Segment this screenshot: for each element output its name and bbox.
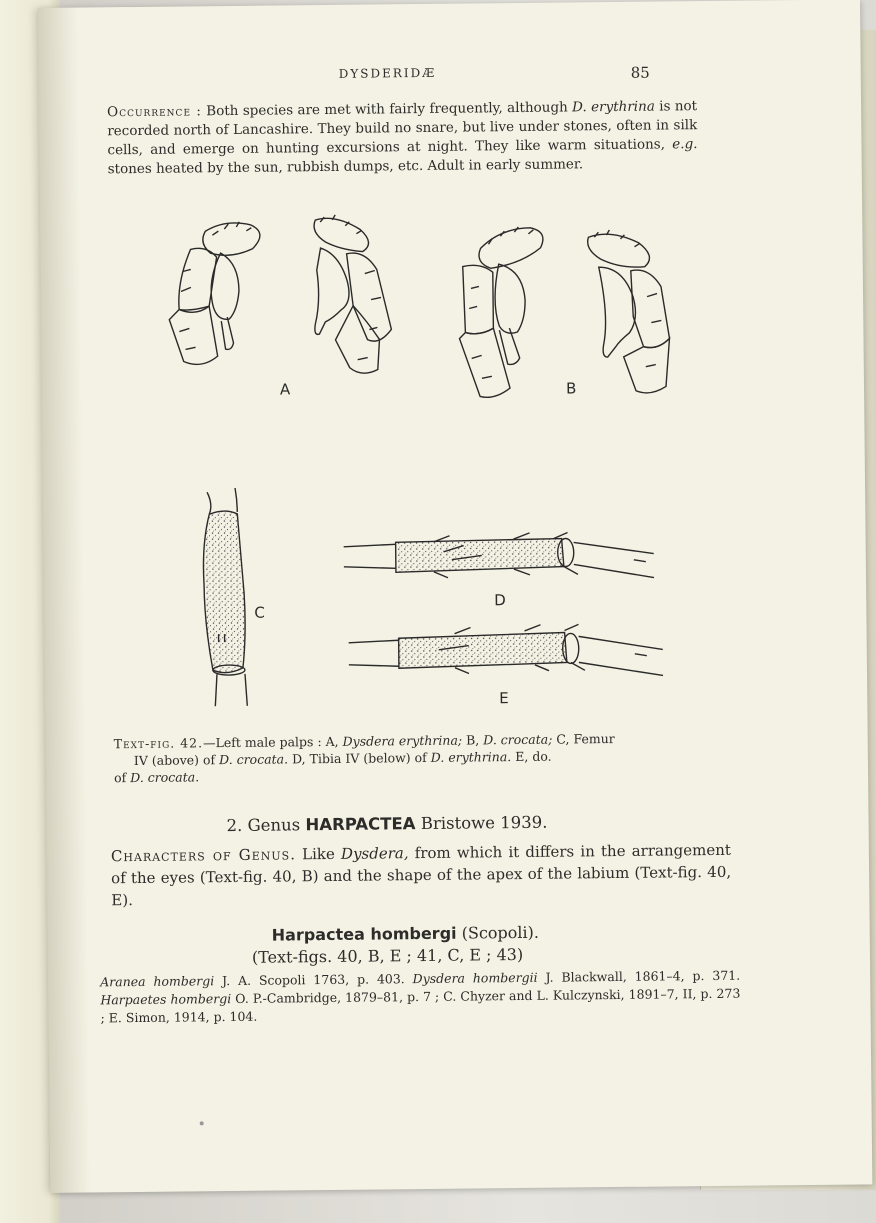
- leg-drawings: [133, 479, 695, 725]
- palp-a-right-drawing: [314, 214, 392, 373]
- tibia-e-drawing: [348, 623, 663, 678]
- figure-palps: [120, 206, 682, 422]
- species-heading: Harpactea hombergi (Scopoli).: [271, 922, 540, 945]
- synonymy-paragraph: Aranea hombergi J. A. Scopoli 1763, p. 403. Dysdera hombergii J. Blackwall, 1861–4, p. 371. Harpaetes hombergi O. P.-Cambridge, 1879–81, p. 7 ; C. Chyzer and L. Kulczynski, 1891–7, II, p. 273 ; E. Simon, 1914, p. 104.: [100, 967, 741, 1026]
- tibia-d-drawing: [344, 532, 654, 581]
- palp-b-right-drawing: [588, 229, 671, 393]
- figure-label-c: C: [254, 603, 265, 622]
- palp-drawings: [120, 206, 682, 422]
- palp-b-left-drawing: [458, 227, 544, 398]
- occurrence-paragraph: Occurrence : Both species are met with fairly frequently, although D. erythrina is not recorded north of Lancashire. They build no snare, but live under stones, often in silk cells, and emerge on hunting excursions at night. They like warm situations, e.g. stones heated by the sun, rubbish dumps, etc. Adult in early summer.: [107, 98, 698, 178]
- book-page: [38, 0, 872, 1193]
- occurrence-label: Occurrence :: [107, 103, 202, 121]
- page-speck: [200, 1121, 204, 1125]
- figure-label-e: E: [499, 689, 509, 708]
- characters-paragraph: Characters of Genus. Like Dysdera, from which it differs in the arrangement of the eyes (Text-fig. 40, B) and the shape of the apex of the labium (Text-fig. 40, E).: [110, 840, 732, 910]
- figure-legs: [133, 479, 695, 725]
- figure-label-d: D: [494, 591, 506, 610]
- page-number: 85: [630, 63, 650, 82]
- femur-c-drawing: [203, 488, 248, 706]
- species-figure-refs: (Text-figs. 40, B, E ; 41, C, E ; 43): [251, 944, 524, 967]
- genus-heading: 2. Genus HARPACTEA Bristowe 1939.: [226, 812, 548, 836]
- figure-label-b: B: [565, 379, 577, 398]
- palp-a-left-drawing: [168, 222, 261, 365]
- running-head: DYSDERIDÆ: [338, 65, 437, 81]
- figure-caption: Text-fig. 42.—Left male palps : A, Dysdera erythrina; B, D. crocata; C, Femur IV (above) of D. crocata. D, Tibia IV (below) of D. erythrina. E, do. of D. crocata.: [113, 731, 615, 786]
- figure-label-a: A: [279, 380, 291, 399]
